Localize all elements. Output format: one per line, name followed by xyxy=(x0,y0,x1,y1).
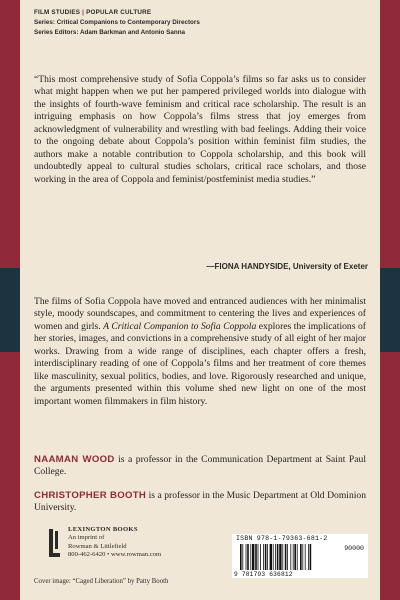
right-border-stripe xyxy=(380,0,400,600)
description-part-1: The films of Sofia Coppola have moved and entranced audiences with her minimalist style, moody soundscapes, and commitment to centering the lives and experiences of women and girls. xyxy=(34,296,366,332)
author-name-booth: CHRISTOPHER BOOTH xyxy=(34,490,147,501)
book-title-italic: A Critical Companion to Sofia Coppola xyxy=(103,320,257,332)
publisher-block xyxy=(46,526,246,576)
publisher-line-3: 800-462-6420 • www.rowman.com xyxy=(68,550,162,558)
publisher-line-1: An imprint of xyxy=(68,534,105,542)
quote-attribution: —FIONA HANDYSIDE, University of Exeter xyxy=(206,262,368,271)
series-line: Series: Critical Companions to Contemporary Directors xyxy=(34,19,200,26)
category-film-studies: FILM STUDIES xyxy=(34,9,81,16)
endorsement-quote: “This most comprehensive study of Sofia Coppola’s films so far asks us to consider what might happen when we put her pampered privileged worlds into dialogue with the insights of fourth-wave feminism and critical race scholarship. The result is an intriguing emphasis on how Coppola’s films stress that joy emerges from acknowledgment of vulnerability and wrestling with bad feelings. Adding their voice to the ongoing debate about Coppola’s position within feminist film studies, the authors make a notable contribution to Coppola scholarship, and this book will undoubtedly appeal to cultural studies scholars, critical race scholars, and those working in the area of Coppola and feminist/postfeminist media studies.” xyxy=(34,74,366,185)
publisher-text xyxy=(68,526,161,559)
header-block xyxy=(34,8,200,38)
category-line xyxy=(34,8,200,18)
book-description xyxy=(34,296,366,408)
left-border-stripe xyxy=(0,0,20,600)
publisher-name: LEXINGTON BOOKS xyxy=(68,526,138,533)
editors-line: Series Editors: Adam Barkman and Antonio Sanna xyxy=(34,29,186,36)
category-separator: | xyxy=(82,9,85,16)
description-part-2: explores the implications of her stories, images, and convictions in a comprehensive study of all eight of her major works. Drawing from a wide range of disciplines, each chapter offers a fresh, interdisciplinary reading of one of Coppola’s films and her treatment of core themes like masculinity, sexual politics, bodies, and love. Rigorously researched and unique, the arguments presented within this volume shed new light on one of the most important women filmmakers in film history. xyxy=(34,320,366,407)
barcode-number: 9 781793 636812 xyxy=(234,571,293,578)
author-bio-text-booth: is a professor in the Music Department at Old Dominion University. xyxy=(34,490,366,514)
publisher-line-2: Rowman & Littlefield xyxy=(68,542,127,550)
isbn-label: ISBN 978-1-79363-681-2 xyxy=(236,535,328,542)
author-name-wood: NAAMAN WOOD xyxy=(34,454,115,465)
barcode-bars xyxy=(240,544,334,570)
author-bio-wood xyxy=(34,454,366,479)
price-code: 90000 xyxy=(344,545,364,552)
cover-image-credit: Cover image: “Caged Liberation” by Patty Booth xyxy=(34,578,169,585)
author-bio-text-wood: is a professor in the Communication Department at Saint Paul College. xyxy=(34,454,366,478)
author-bio-booth xyxy=(34,490,366,515)
category-popular-culture: POPULAR CULTURE xyxy=(86,9,152,16)
publisher-logo-icon xyxy=(46,529,60,557)
barcode-block xyxy=(232,534,368,578)
